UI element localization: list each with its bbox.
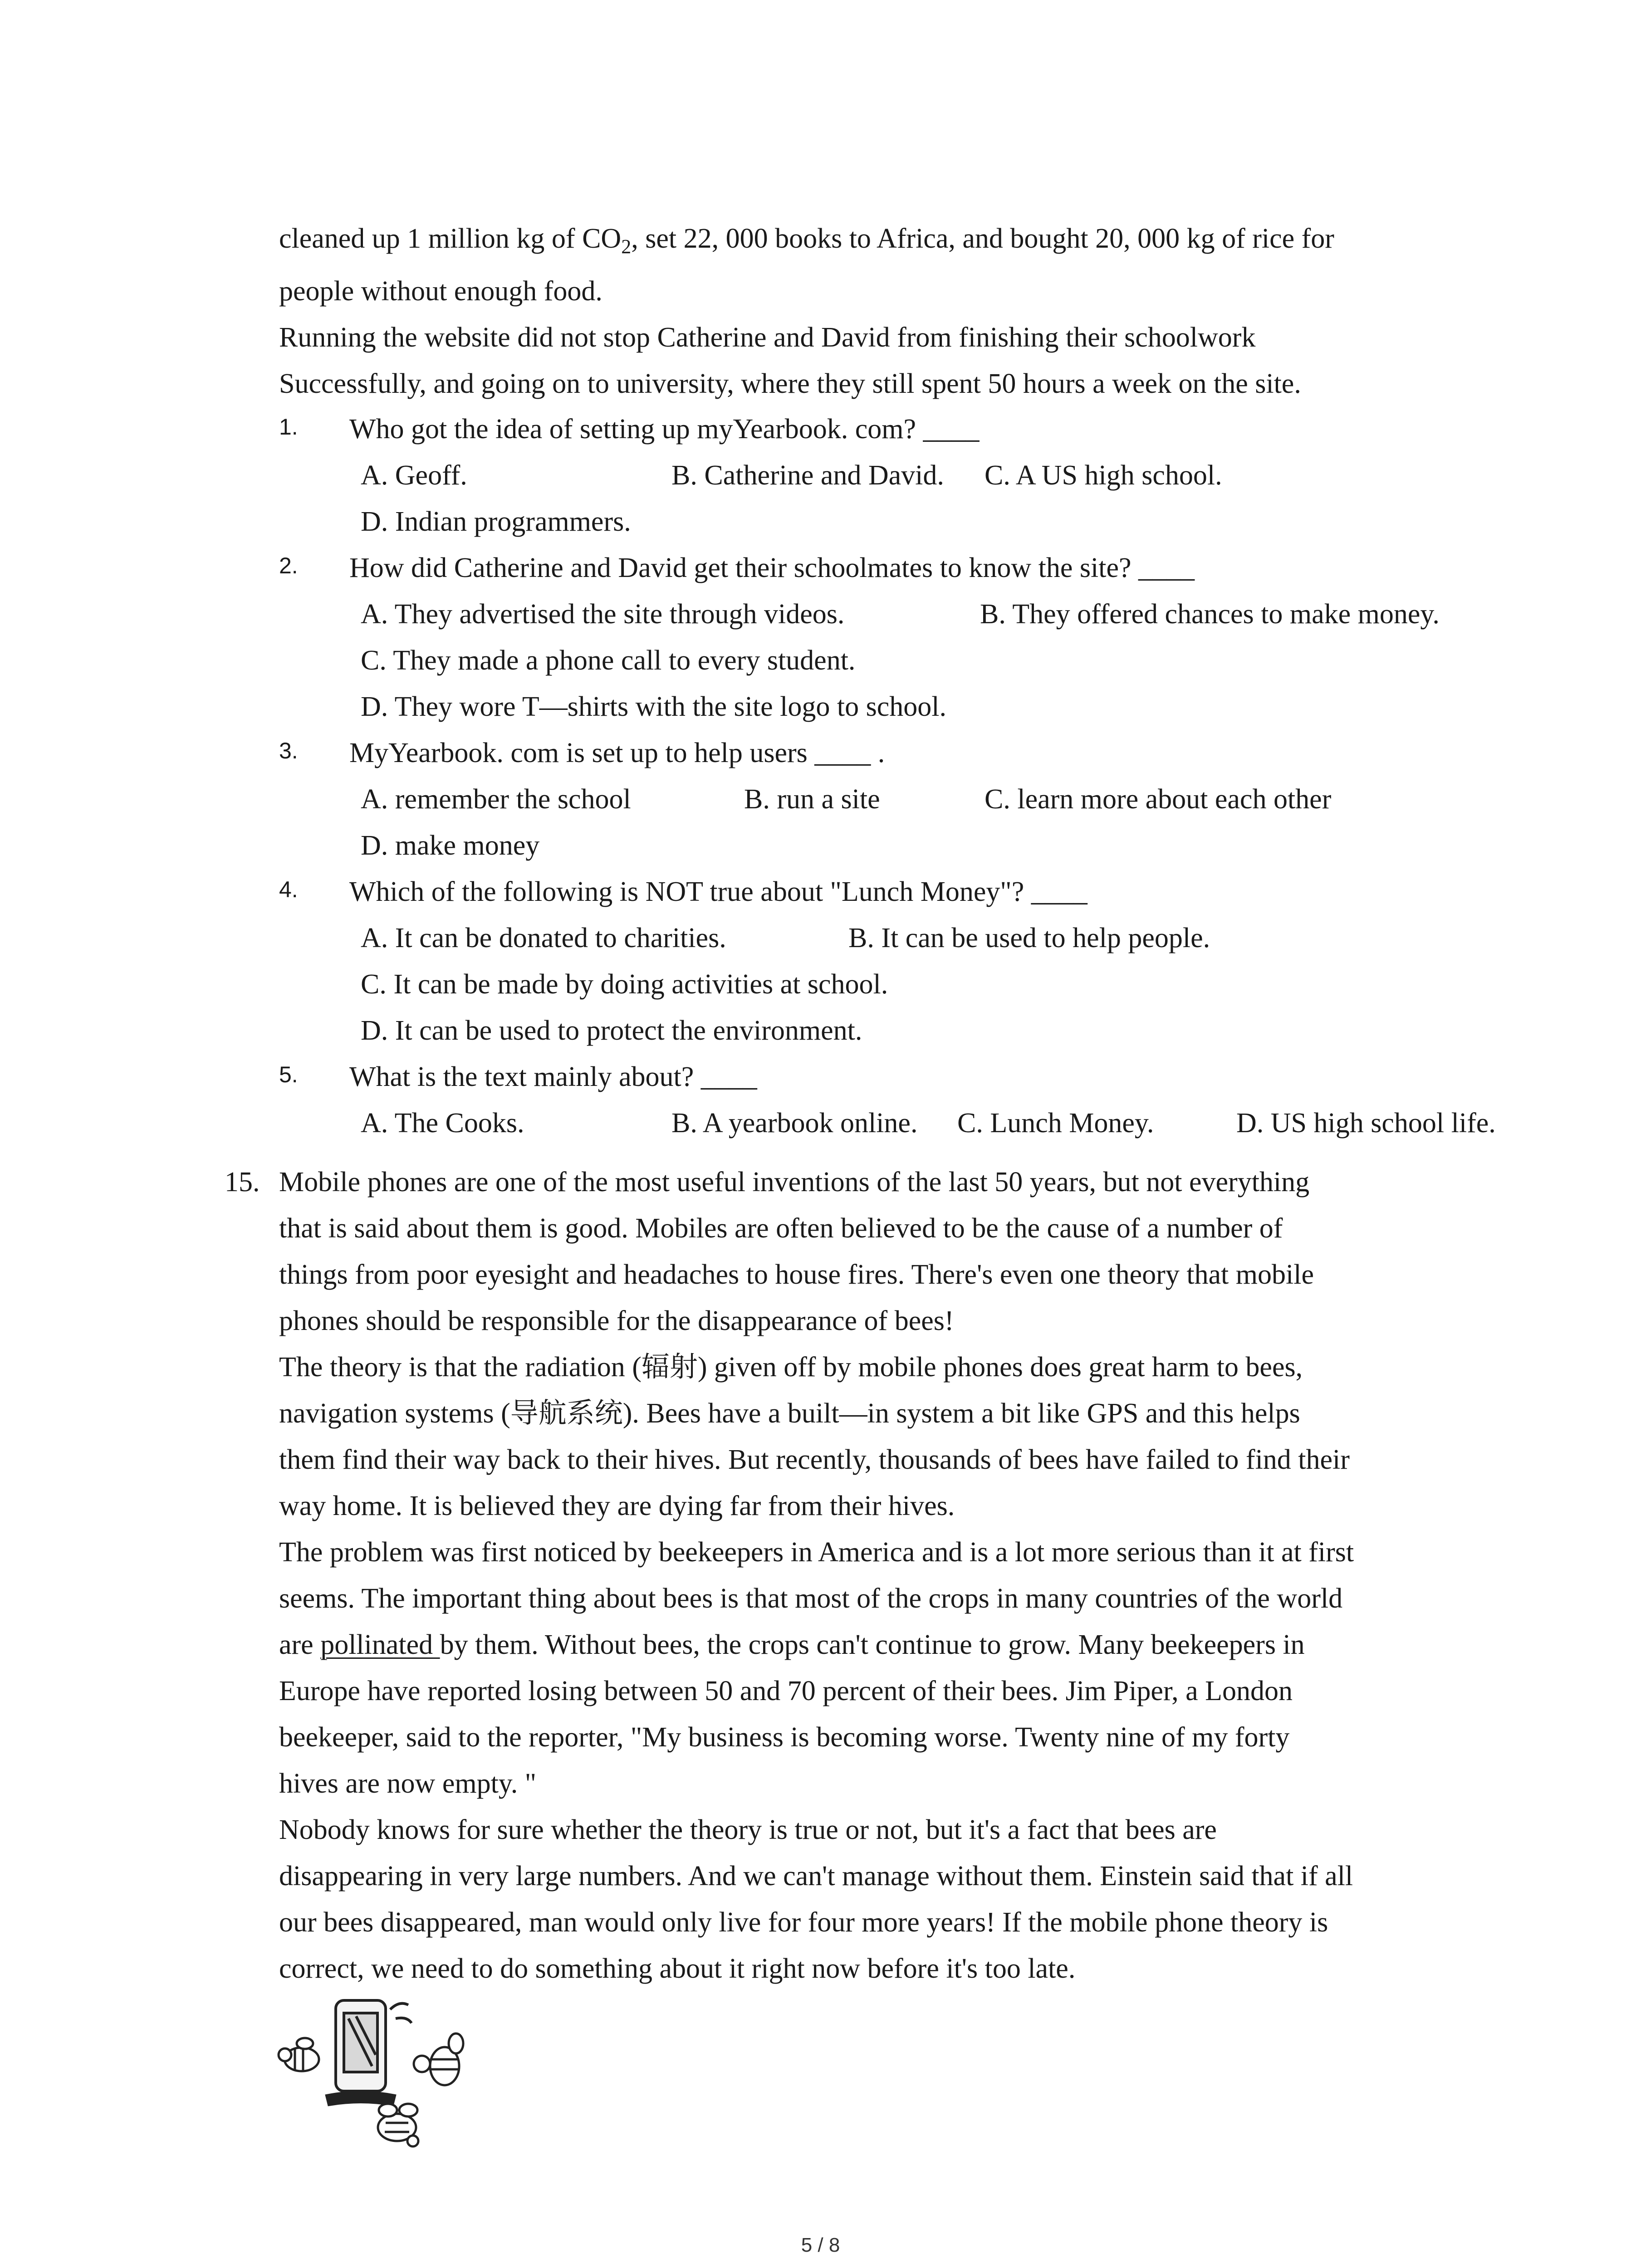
answer-option[interactable]: A. They advertised the site through videos. — [361, 599, 845, 630]
question-number: 1. — [279, 414, 298, 440]
passage-line: Running the website did not stop Catherine and David from finishing their schoolwork — [279, 322, 1256, 353]
passage-line: that is said about them is good. Mobiles are often believed to be the cause of a number of — [279, 1213, 1283, 1244]
answer-option[interactable]: D. They wore T—shirts with the site logo to school. — [361, 691, 946, 722]
passage-line: phones should be responsible for the disappearance of bees! — [279, 1305, 954, 1336]
answer-option[interactable]: C. A US high school. — [985, 460, 1222, 491]
answer-option[interactable]: D. It can be used to protect the environment. — [361, 1015, 862, 1046]
passage-line: The problem was first noticed by beekeepers in America and is a lot more serious than it at first — [279, 1537, 1354, 1568]
passage-line: beekeeper, said to the reporter, "My business is becoming worse. Twenty nine of my forty — [279, 1722, 1290, 1753]
option-row — [279, 1100, 1496, 1146]
vocab-word: pollinated — [320, 1629, 440, 1660]
answer-option[interactable]: A. The Cooks. — [361, 1108, 524, 1139]
mobile-phone-icon — [327, 2000, 411, 2105]
question-row — [279, 869, 1477, 915]
answer-option[interactable]: B. run a site — [744, 784, 880, 815]
answer-option[interactable]: D. US high school life. — [1236, 1108, 1496, 1139]
passage-text: are — [279, 1629, 321, 1660]
option-row — [279, 1007, 1477, 1054]
question-text: How did Catherine and David get their schoolmates to know the site? ____ — [349, 552, 1195, 583]
question-list — [279, 406, 1496, 1146]
answer-option[interactable]: B. A yearbook online. — [671, 1108, 918, 1139]
question-number: 4. — [279, 877, 298, 902]
passage-text: , set 22, 000 books to Africa, and bought 20, 000 kg of rice for — [631, 223, 1334, 254]
question-number: 5. — [279, 1062, 298, 1087]
passage-line: way home. It is believed they are dying far from their hives. — [279, 1491, 955, 1521]
passage-line: our bees disappeared, man would only live for four more years! If the mobile phone theory is — [279, 1907, 1328, 1938]
option-row — [279, 591, 1477, 637]
answer-option[interactable]: C. learn more about each other — [985, 784, 1332, 815]
passage-text: cleaned up 1 million kg of CO — [279, 223, 622, 254]
answer-option[interactable]: B. It can be used to help people. — [848, 923, 1210, 953]
answer-option[interactable]: C. It can be made by doing activities at school. — [361, 969, 888, 1000]
passage-line: correct, we need to do something about it right now before it's too late. — [279, 1953, 1076, 1984]
option-row — [279, 776, 1477, 822]
answer-option[interactable]: C. Lunch Money. — [957, 1108, 1154, 1139]
page-number: 5 / 8 — [801, 2234, 840, 2256]
passage-line — [279, 1622, 1477, 1668]
option-row — [279, 452, 1477, 499]
passage-line: things from poor eyesight and headaches to house fires. There's even one theory that mobile — [279, 1259, 1314, 1290]
option-row — [279, 684, 1477, 730]
subscript: 2 — [621, 235, 632, 258]
option-row — [279, 915, 1477, 961]
answer-option[interactable]: D. Indian programmers. — [361, 506, 631, 537]
question-number: 15. — [225, 1167, 260, 1198]
bee-phone-illustration — [277, 1991, 485, 2155]
bee-icon — [378, 2104, 418, 2146]
answer-option[interactable]: B. Catherine and David. — [671, 460, 944, 491]
option-row — [279, 499, 1477, 545]
passage-line — [279, 215, 1477, 262]
passage-line: The theory is that the radiation (辐射) given off by mobile phones does great harm to bees, — [279, 1352, 1303, 1383]
question-row — [279, 406, 1477, 452]
option-row — [279, 961, 1477, 1007]
answer-option[interactable]: D. make money — [361, 830, 540, 861]
passage-line: navigation systems (导航系统). Bees have a built—in system a bit like GPS and this helps — [279, 1398, 1300, 1429]
bee-icon — [414, 2033, 463, 2085]
question-row — [279, 1054, 1477, 1100]
option-row — [279, 822, 1477, 869]
passage15 — [279, 1159, 1477, 1992]
answer-option[interactable]: C. They made a phone call to every student. — [361, 645, 856, 676]
option-row — [279, 637, 1477, 684]
passage-line: hives are now empty. " — [279, 1768, 537, 1799]
passage-line: disappearing in very large numbers. And we can't manage without them. Einstein said that if all — [279, 1861, 1353, 1892]
question-number: 2. — [279, 553, 298, 578]
answer-option[interactable]: A. Geoff. — [361, 460, 467, 491]
passage-line: them find their way back to their hives. But recently, thousands of bees have failed to find their — [279, 1444, 1350, 1475]
passage-line: people without enough food. — [279, 276, 603, 307]
passage-line: Mobile phones are one of the most useful inventions of the last 50 years, but not everything — [279, 1167, 1310, 1198]
passage-text: by them. Without bees, the crops can't continue to grow. Many beekeepers in — [440, 1629, 1305, 1660]
bee-icon — [279, 2038, 319, 2071]
question-text: Who got the idea of setting up myYearbook. com? ____ — [349, 414, 980, 445]
answer-option[interactable]: A. remember the school — [361, 784, 631, 815]
question-row — [279, 730, 1477, 776]
passage-line: Europe have reported losing between 50 and 70 percent of their bees. Jim Piper, a London — [279, 1676, 1293, 1706]
answer-option[interactable]: A. It can be donated to charities. — [361, 923, 726, 953]
question-text: Which of the following is NOT true about "Lunch Money"? ____ — [349, 876, 1087, 907]
passage-line: Successfully, and going on to university, where they still spent 50 hours a week on the site. — [279, 368, 1301, 399]
passage-line: seems. The important thing about bees is that most of the crops in many countries of the world — [279, 1583, 1343, 1614]
question-text: What is the text mainly about? ____ — [349, 1061, 757, 1092]
passage14-continuation — [279, 215, 1477, 407]
passage-line: Nobody knows for sure whether the theory is true or not, but it's a fact that bees are — [279, 1814, 1217, 1845]
question-number: 3. — [279, 738, 298, 763]
question-text: MyYearbook. com is set up to help users ____ . — [349, 738, 885, 768]
answer-option[interactable]: B. They offered chances to make money. — [980, 599, 1440, 630]
question-row — [279, 545, 1477, 591]
